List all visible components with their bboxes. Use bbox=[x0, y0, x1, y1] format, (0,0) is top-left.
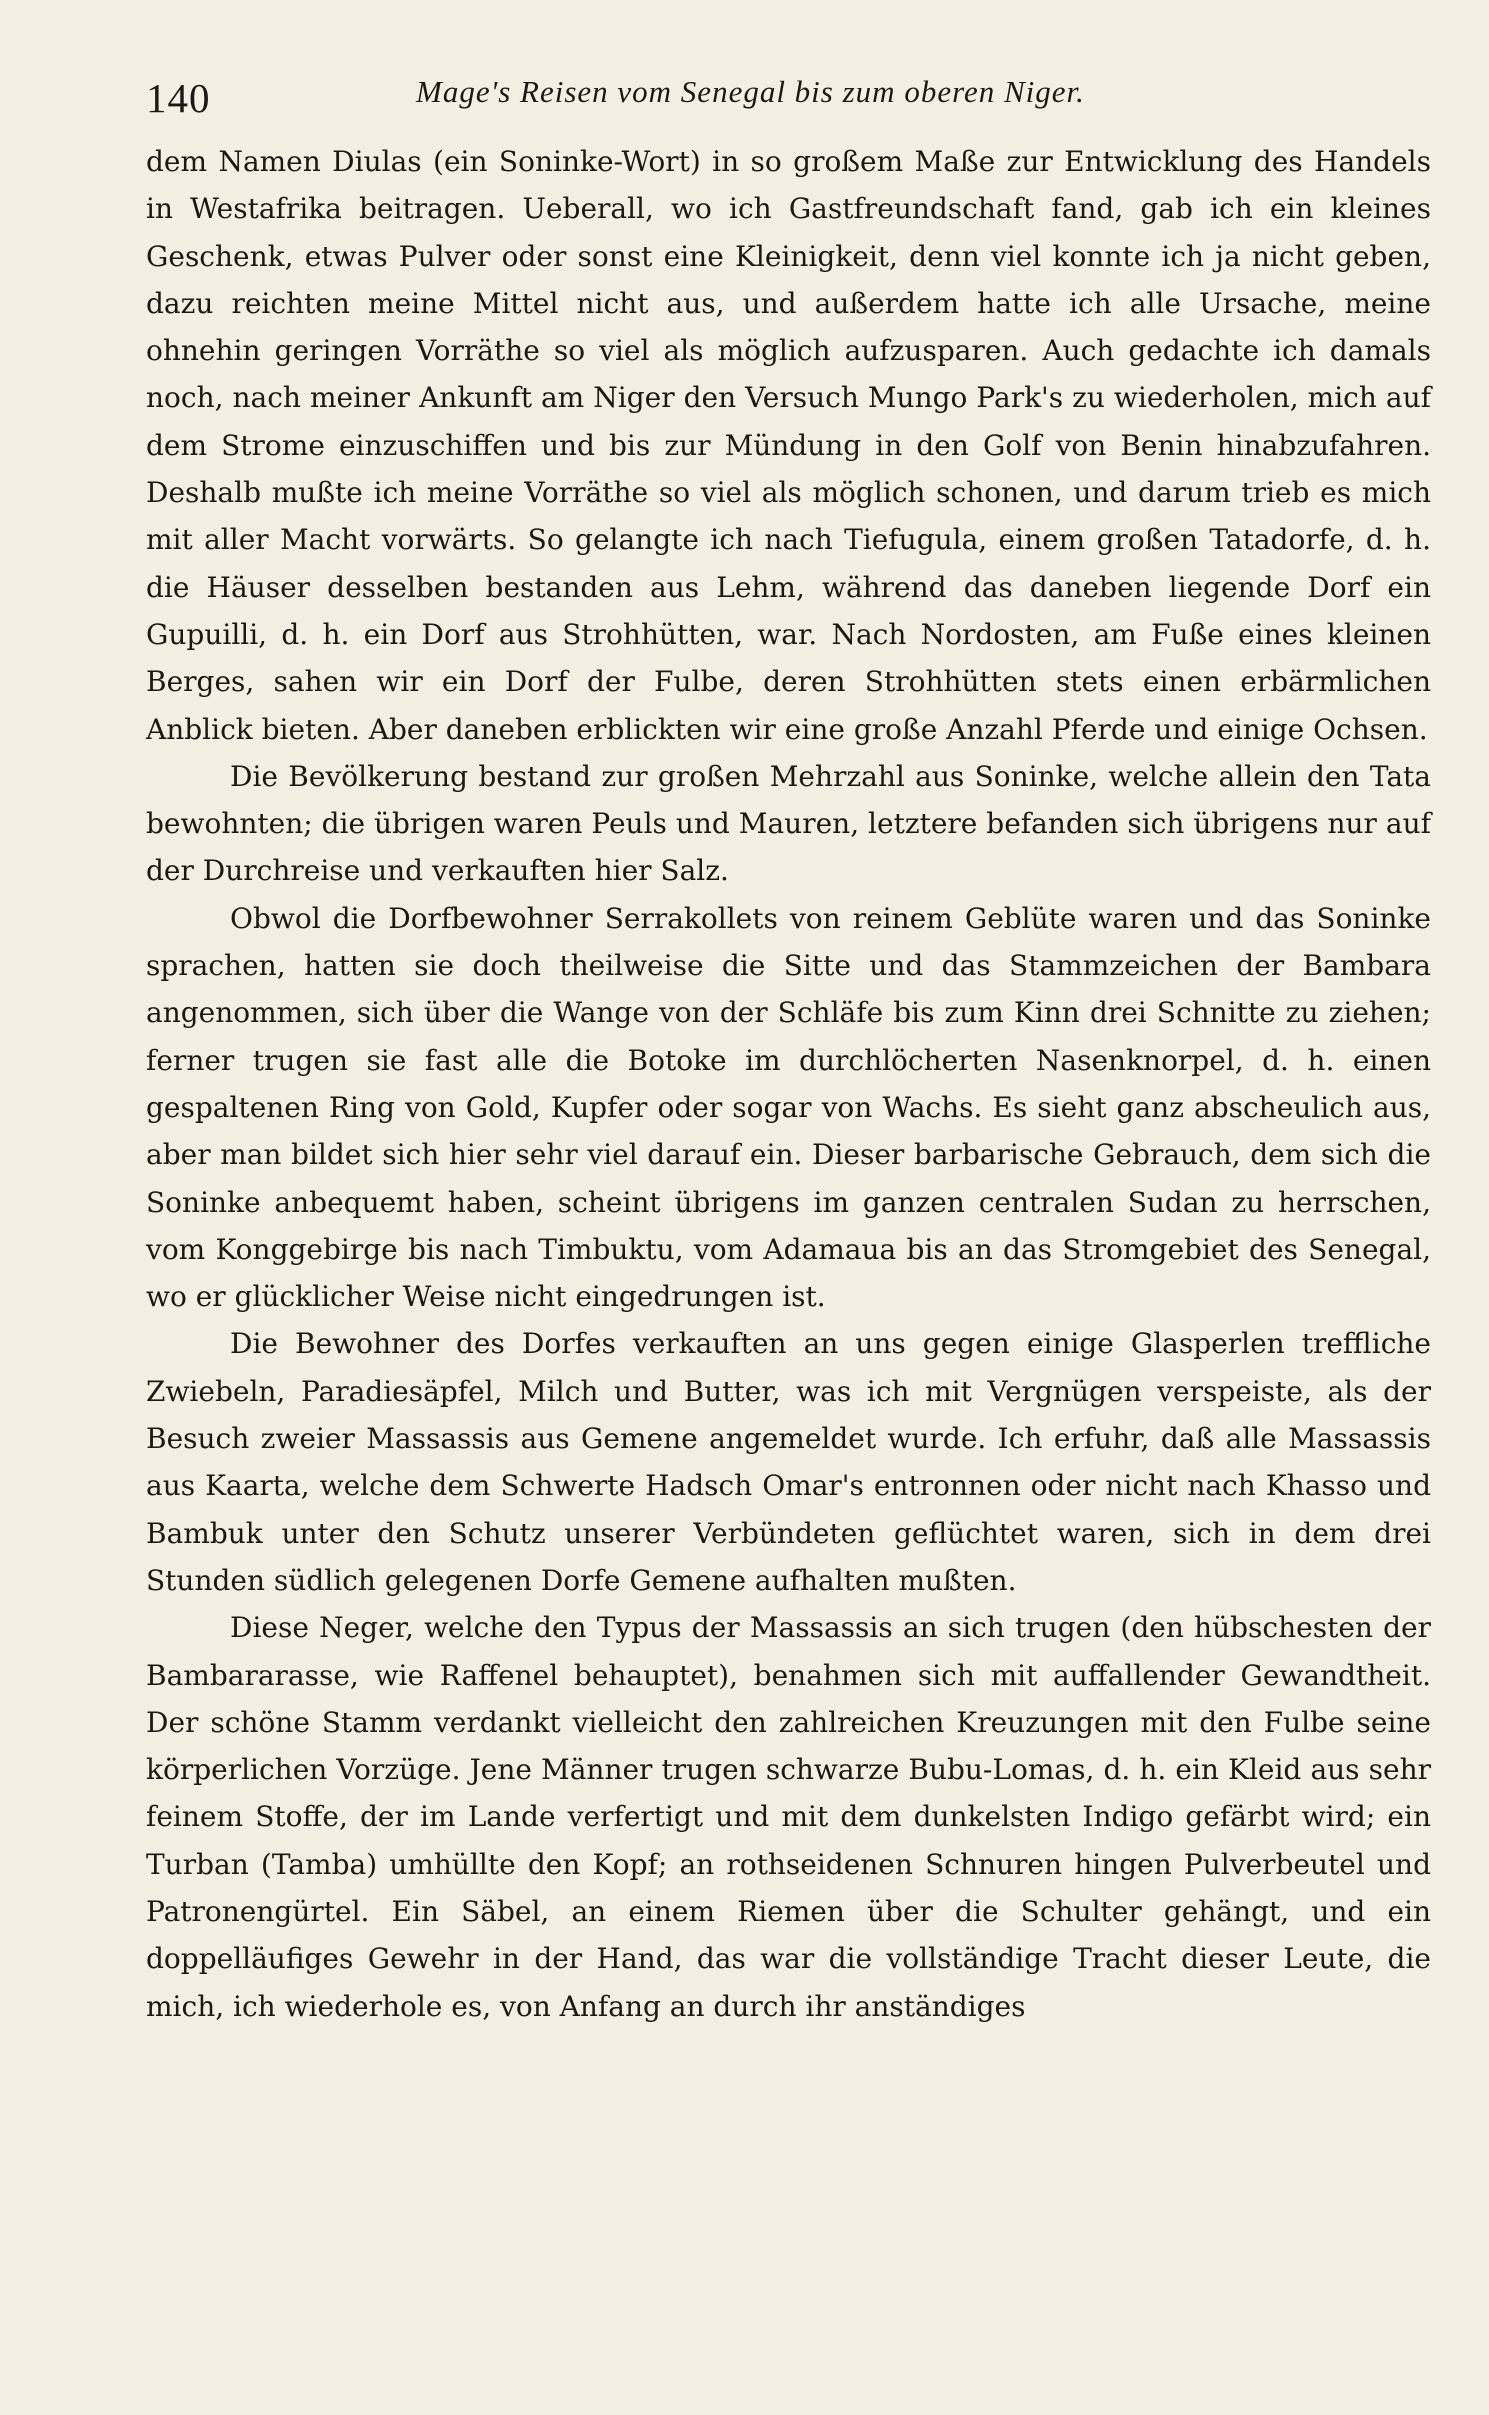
page-header bbox=[146, 60, 1431, 126]
paragraph-massassis-visit: Die Bewohner des Dorfes verkauften an uns gegen einige Glasperlen treffliche Zwiebeln, Paradiesäpfel, Milch und Butter, was ich mit Vergnügen verspeiste, als der Besuch zweier Massassis aus Gemene angemeldet wurde. Ich erfuhr, daß alle Massassis aus Kaarta, welche dem Schwerte Hadsch Omar's entronnen oder nicht nach Khasso und Bambuk unter den Schutz unserer Verbündeten geflüchtet waren, sich in dem drei Stunden südlich gelegenen Dorfe Gemene aufhalten mußten. bbox=[146, 1327, 1431, 1597]
paragraph-massassis-description: Diese Neger, welche den Typus der Massassis an sich trugen (den hübschesten der Bambararasse, wie Raffenel behauptet), benahmen sich mit auffallender Gewandtheit. Der schöne Stamm verdankt vielleicht den zahlreichen Kreuzungen mit den Fulbe seine körperlichen Vorzüge. Jene Männer trugen schwarze Bubu-Lomas, d. h. ein Kleid aus sehr feinem Stoffe, der im Lande verfertigt und mit dem dunkelsten Indigo gefärbt wird; ein Turban (Tamba) umhüllte den Kopf; an rothseidenen Schnuren hingen Pulverbeutel und Patronengürtel. Ein Säbel, an einem Riemen über die Schulter gehängt, und ein doppelläufiges Gewehr in der Hand, das war die vollständige Tracht dieser Leute, die mich, ich wiederhole es, von Anfang an durch ihr anständiges bbox=[146, 1611, 1431, 2023]
book-page bbox=[146, 60, 1431, 2030]
paragraph-customs: Obwol die Dorfbewohner Serrakollets von reinem Geblüte waren und das Soninke sprachen, hatten sie doch theilweise die Sitte und das Stammzeichen der Bambara angenommen, sich über die Wange von der Schläfe bis zum Kinn drei Schnitte zu ziehen; ferner trugen sie fast alle die Botoke im durchlöcherten Nasenknorpel, d. h. einen gespaltenen Ring von Gold, Kupfer oder sogar von Wachs. Es sieht ganz abscheulich aus, aber man bildet sich hier sehr viel darauf ein. Dieser barbarische Gebrauch, dem sich die Soninke anbequemt haben, scheint übrigens im ganzen centralen Sudan zu herrschen, vom Konggebirge bis nach Timbuktu, vom Adamaua bis an das Stromgebiet des Senegal, wo er glücklicher Weise nicht eingedrungen ist. bbox=[146, 901, 1431, 1314]
running-title: Mage's Reisen vom Senegal bis zum oberen Niger. bbox=[416, 74, 1085, 109]
paragraph-continued: dem Namen Diulas (ein Soninke-Wort) in so großem Maße zur Entwicklung des Handels in Westafrika beitragen. Ueberall, wo ich Gastfreundschaft fand, gab ich ein kleines Geschenk, etwas Pulver oder sonst eine Kleinigkeit, denn viel konnte ich ja nicht geben, dazu reichten meine Mittel nicht aus, und außerdem hatte ich alle Ursache, meine ohnehin geringen Vorräthe so viel als möglich aufzusparen. Auch gedachte ich damals noch, nach meiner Ankunft am Niger den Versuch Mungo Park's zu wiederholen, mich auf dem Strome einzuschiffen und bis zur Mündung in den Golf von Benin hinabzufahren. Deshalb mußte ich meine Vorräthe so viel als möglich schonen, und darum trieb es mich mit aller Macht vorwärts. So gelangte ich nach Tiefugula, einem großen Tatadorfe, d. h. die Häuser desselben bestanden aus Lehm, während das daneben liegende Dorf ein Gupuilli, d. h. ein Dorf aus Strohhütten, war. Nach Nordosten, am Fuße eines kleinen Berges, sahen wir ein Dorf der Fulbe, deren Strohhütten stets einen erbärmlichen Anblick bieten. Aber daneben erblickten wir eine große Anzahl Pferde und einige Ochsen. bbox=[146, 145, 1431, 746]
body-text bbox=[146, 138, 1431, 2030]
paragraph-population: Die Bevölkerung bestand zur großen Mehrzahl aus Soninke, welche allein den Tata bewohnten; die übrigen waren Peuls und Mauren, letztere befanden sich übrigens nur auf der Durchreise und verkauften hier Salz. bbox=[146, 759, 1431, 888]
page-number: 140 bbox=[146, 75, 211, 121]
